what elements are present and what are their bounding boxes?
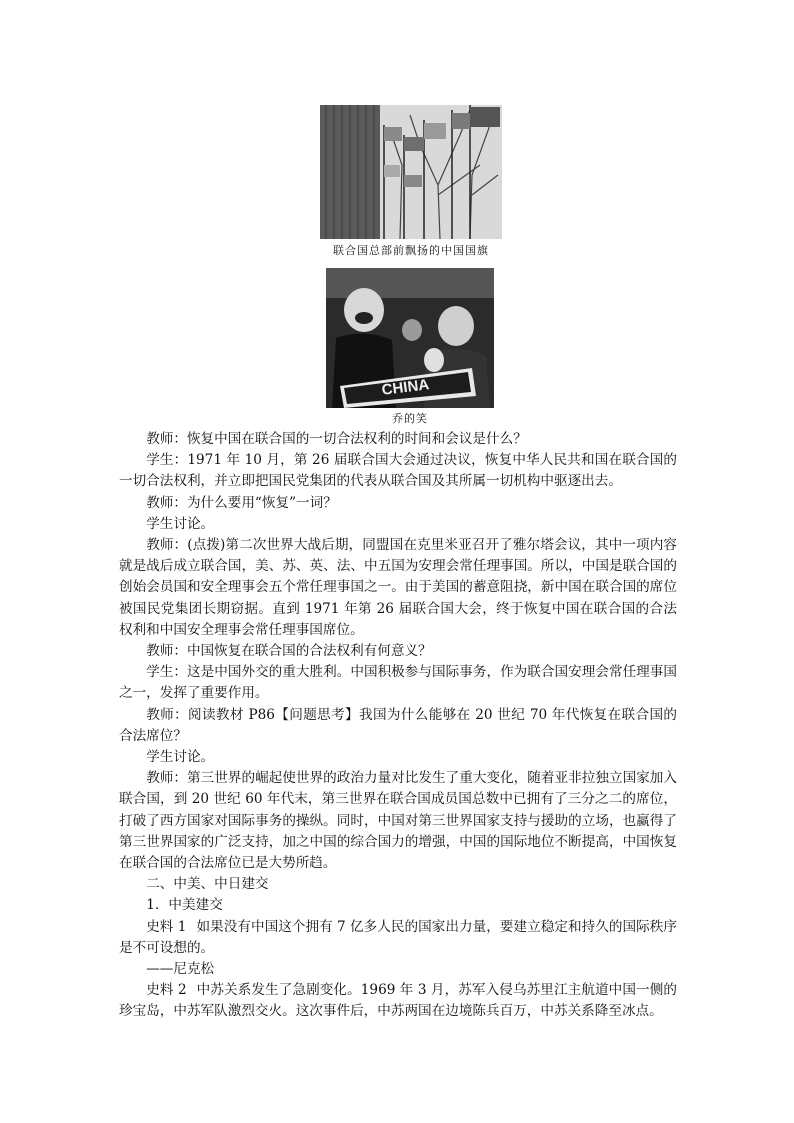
lesson-text <box>119 429 677 1023</box>
paragraph: 学生讨论。 <box>146 515 215 532</box>
paragraph: 教师：恢复中国在联合国的一切合法权利的时间和会议是什么？ <box>146 431 527 447</box>
source-text: 中苏关系发生了急剧变化。1969 年 3 月，苏军入侵乌苏里江主航道中国一侧的珍宝岛，中苏军队激烈交火。这次事件后，中苏两国在边境陈兵百万，中苏关系降至冰点。 <box>119 982 677 1020</box>
qiao-laughing-image <box>326 268 494 408</box>
paragraph: 教师：第三世界的崛起使世界的政治力量对比发生了重大变化，随着亚非拉独立国家加入联合国，到 20 世纪 60 年代末，第三世界在联合国成员国总数中已拥有了三分之二的席位，打破了西方国家对国际事务的操纵。同时，中国对第三世界国家支持与援助的立场，也赢得了第三世界国家的广泛支持，加之中国的综合国力的增强，中国的国际地位不断提高，中国恢复在联合国的合法席位已是大势所趋。 <box>119 770 677 872</box>
source-excerpt <box>119 917 677 959</box>
source-excerpt <box>119 980 677 1022</box>
un-flags-photo <box>320 105 502 239</box>
source-text: 如果没有中国这个拥有 7 亿多人民的国家出力量，要建立稳定和持久的国际秩序是不可设想的。 <box>119 918 677 956</box>
paragraph: 教师：中国恢复在联合国的合法权利有何意义？ <box>146 643 432 660</box>
paragraph: 教师：为什么要用“恢复”一词？ <box>146 494 337 511</box>
photo1-caption: 联合国总部前飘扬的中国国旗 <box>333 244 489 257</box>
source-label: 史料 1 <box>146 918 187 935</box>
paragraph: 学生讨论。 <box>146 749 215 766</box>
un-flags-image <box>320 105 502 239</box>
paragraph: 教师：阅读教材 P86【问题思考】我国为什么能够在 20 世纪 70 年代恢复在联合国的合法席位？ <box>119 706 677 744</box>
china-sign-text: CHINA <box>380 376 431 399</box>
photo2-caption: 乔的笑 <box>392 412 428 425</box>
source-signature: ——尼克松 <box>146 961 215 978</box>
subsection-heading: 1．中美建交 <box>146 897 223 914</box>
paragraph: 学生：这是中国外交的重大胜利。中国积极参与国际事务，作为联合国安理会常任理事国之一，发挥了重要作用。 <box>119 664 677 702</box>
paragraph: 教师：(点拨)第二次世界大战后期，同盟国在克里米亚召开了雅尔塔会议，其中一项内容就是战后成立联合国，美、苏、英、法、中五国为安理会常任理事国。所以，中国是联合国的创始会员国和安全理事会五个常任理事国之一。由于美国的蓄意阻挠，新中国在联合国的席位被国民党集团长期窃据。直到 1971 年第 26 届联合国大会，终于恢复中国在联合国的合法权利和中国安全理事会常任理事国席位。 <box>119 537 677 638</box>
section-heading: 二、中美、中日建交 <box>146 876 269 893</box>
qiao-laughing-photo <box>326 268 494 408</box>
paragraph: 学生：1971 年 10 月，第 26 届联合国大会通过决议，恢复中华人民共和国在联合国的一切合法权利，并立即把国民党集团的代表从联合国及其所属一切机构中驱逐出去。 <box>119 452 677 490</box>
source-label: 史料 2 <box>146 982 187 999</box>
